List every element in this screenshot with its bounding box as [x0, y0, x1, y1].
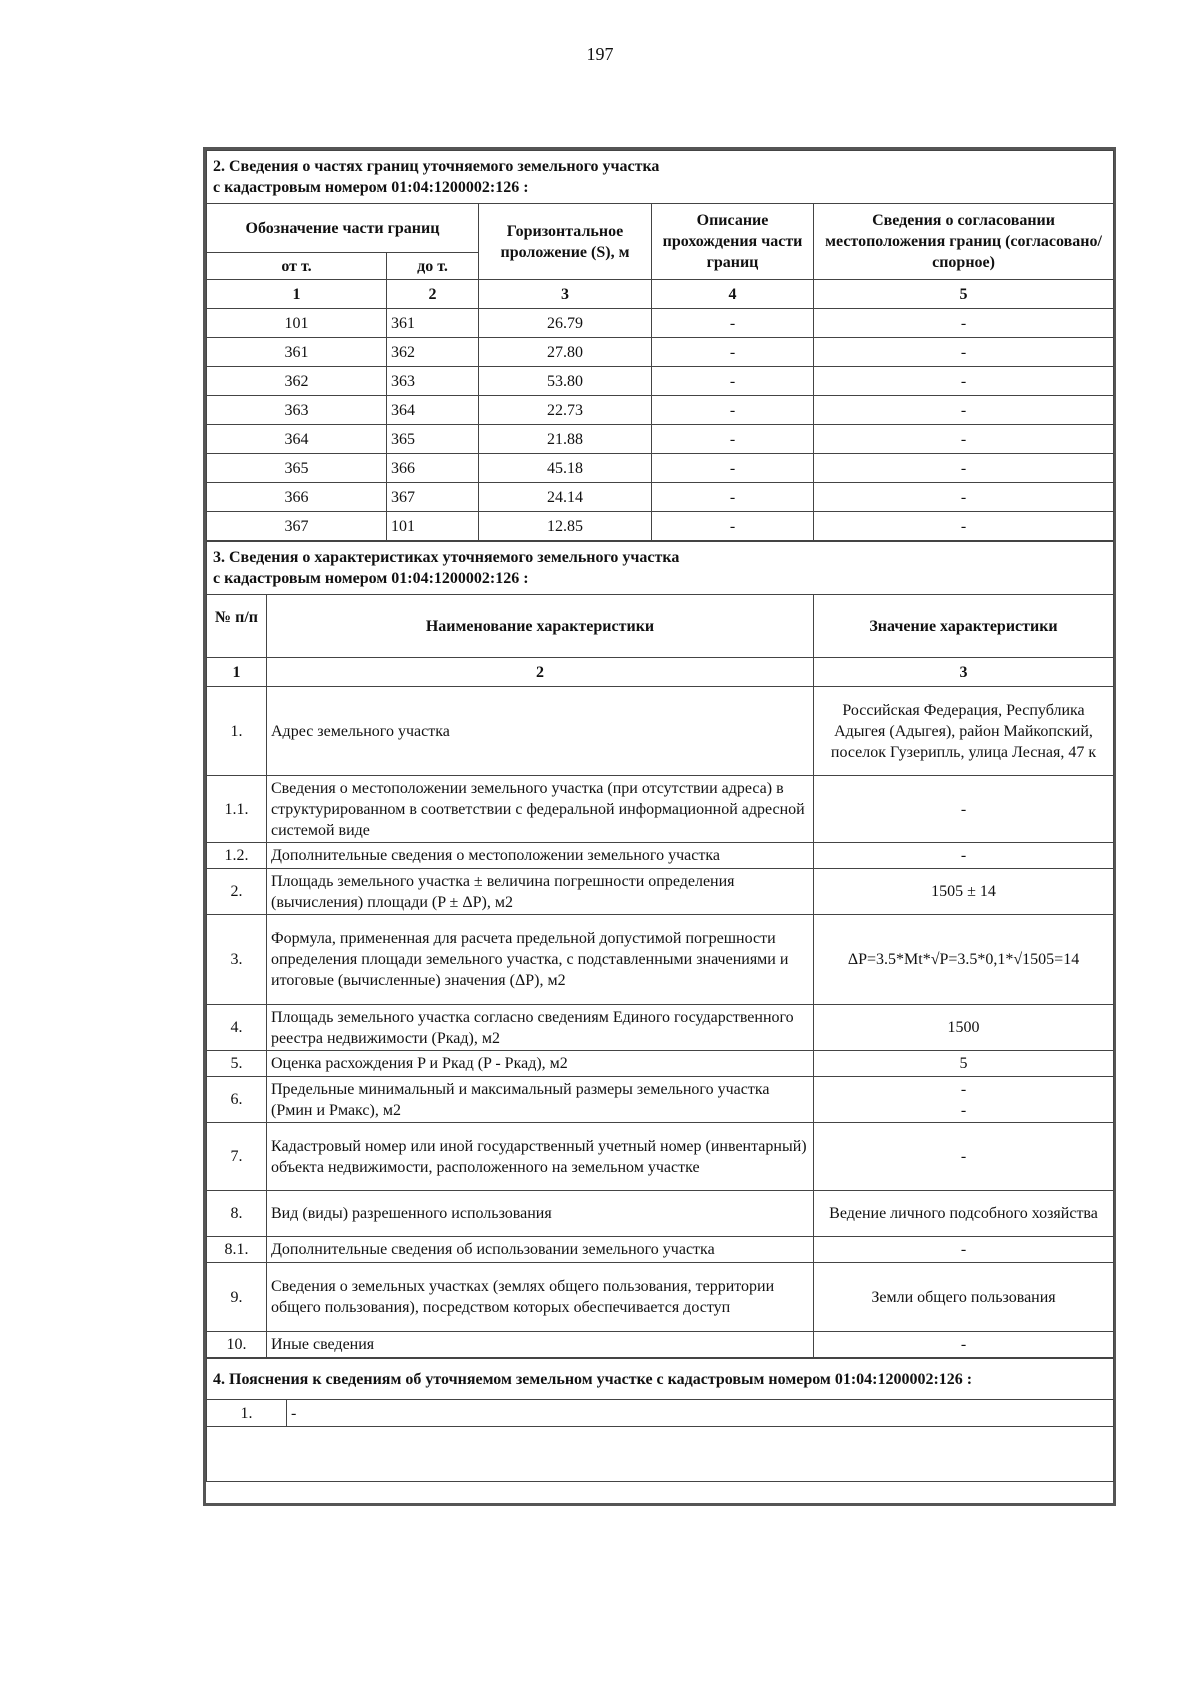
table-row — [207, 869, 1114, 915]
header-part-designation: Обозначение части границ — [207, 204, 479, 253]
agreement: - — [814, 425, 1114, 454]
from-point: 361 — [207, 338, 387, 367]
characteristic-name: Площадь земельного участка согласно сведениям Единого государственного реестра недвижимости (Ркад), м2 — [267, 1005, 814, 1051]
section2-title — [207, 151, 1114, 204]
row-number: 2. — [207, 869, 267, 915]
description: - — [652, 367, 814, 396]
boundary-parts-table — [206, 150, 1114, 541]
horizontal-distance: 22.73 — [479, 396, 652, 425]
table-row — [207, 1123, 1114, 1191]
table-row — [207, 338, 1114, 367]
agreement: - — [814, 512, 1114, 541]
table-row — [207, 687, 1114, 776]
characteristic-name: Площадь земельного участка ± величина погрешности определения (вычисления) площади (P ± ΔP), м2 — [267, 869, 814, 915]
characteristic-value: 5 — [814, 1051, 1114, 1077]
table-row — [207, 1332, 1114, 1358]
agreement: - — [814, 338, 1114, 367]
row-number: 8.1. — [207, 1237, 267, 1263]
description: - — [652, 425, 814, 454]
to-point: 367 — [387, 483, 479, 512]
column-number: 3 — [479, 280, 652, 309]
table-row — [207, 1191, 1114, 1237]
header-agreement: Сведения о согласовании местоположения границ (согласовано/спорное) — [814, 204, 1114, 280]
from-point: 367 — [207, 512, 387, 541]
to-point: 361 — [387, 309, 479, 338]
to-point: 366 — [387, 454, 479, 483]
header-from: от т. — [207, 253, 387, 280]
row-number: 7. — [207, 1123, 267, 1191]
header-value: Значение характеристики — [814, 595, 1114, 658]
characteristic-value: - — [814, 776, 1114, 843]
table-row — [207, 843, 1114, 869]
header-horizontal: Горизонтальное проложение (S), м — [479, 204, 652, 280]
table-row — [207, 1077, 1114, 1123]
row-number: 1.2. — [207, 843, 267, 869]
table-row — [207, 776, 1114, 843]
horizontal-distance: 27.80 — [479, 338, 652, 367]
characteristic-value — [814, 1077, 1114, 1123]
table-row — [207, 483, 1114, 512]
cadastral-form — [203, 147, 1116, 1506]
row-number: 1. — [207, 687, 267, 776]
header-name: Наименование характеристики — [267, 595, 814, 658]
min-size-value: - — [960, 1080, 967, 1098]
to-point: 101 — [387, 512, 479, 541]
section3-title-line1: 3. Сведения о характеристиках уточняемого земельного участка — [213, 549, 680, 566]
table-row — [207, 1005, 1114, 1051]
characteristic-name: Сведения о местоположении земельного участка (при отсутствии адреса) в структурированном в соответствии с федеральной информационной адресной системой виде — [267, 776, 814, 843]
from-point: 362 — [207, 367, 387, 396]
column-number: 4 — [652, 280, 814, 309]
agreement: - — [814, 454, 1114, 483]
description: - — [652, 309, 814, 338]
header-description: Описание прохождения части границ — [652, 204, 814, 280]
to-point: 362 — [387, 338, 479, 367]
from-point: 366 — [207, 483, 387, 512]
table-row — [207, 454, 1114, 483]
header-to: до т. — [387, 253, 479, 280]
section4-title: 4. Пояснения к сведениям об уточняемом земельном участке с кадастровым номером 01:04:1200002:126 : — [207, 1359, 1114, 1400]
table-row — [207, 425, 1114, 454]
horizontal-distance: 12.85 — [479, 512, 652, 541]
horizontal-distance: 24.14 — [479, 483, 652, 512]
row-number: 4. — [207, 1005, 267, 1051]
page-number: 197 — [586, 44, 614, 64]
characteristic-value: - — [814, 843, 1114, 869]
table-row — [207, 367, 1114, 396]
row-number: 9. — [207, 1263, 267, 1332]
row-number: 3. — [207, 915, 267, 1005]
agreement: - — [814, 309, 1114, 338]
column-number-row — [207, 280, 1114, 309]
table-row — [207, 512, 1114, 541]
characteristic-name: Вид (виды) разрешенного использования — [267, 1191, 814, 1237]
characteristic-value: 1505 ± 14 — [814, 869, 1114, 915]
characteristic-name: Адрес земельного участка — [267, 687, 814, 776]
table-row — [207, 1051, 1114, 1077]
table-row — [207, 1237, 1114, 1263]
table-row — [207, 309, 1114, 338]
row-number: 8. — [207, 1191, 267, 1237]
agreement: - — [814, 367, 1114, 396]
description: - — [652, 512, 814, 541]
characteristic-name: Сведения о земельных участках (землях общего пользования, территории общего пользования), посредством которых обеспечивается доступ — [267, 1263, 814, 1332]
characteristic-value: - — [814, 1123, 1114, 1191]
horizontal-distance: 26.79 — [479, 309, 652, 338]
characteristic-value: ΔP=3.5*Mt*√P=3.5*0,1*√1505=14 — [814, 915, 1114, 1005]
description: - — [652, 396, 814, 425]
section3-title-line2: с кадастровым номером 01:04:1200002:126 : — [213, 570, 529, 587]
column-number: 5 — [814, 280, 1114, 309]
characteristic-name: Иные сведения — [267, 1332, 814, 1358]
column-number: 1 — [207, 658, 267, 687]
max-size-value: - — [960, 1101, 967, 1119]
characteristic-value: Ведение личного подсобного хозяйства — [814, 1191, 1114, 1237]
from-point: 363 — [207, 396, 387, 425]
horizontal-distance: 21.88 — [479, 425, 652, 454]
characteristics-table — [206, 541, 1114, 1358]
horizontal-distance: 53.80 — [479, 367, 652, 396]
table-row — [207, 915, 1114, 1005]
characteristic-name: Формула, примененная для расчета предельной допустимой погрешности определения площади земельного участка, с подставленными значениями и итоговые (вычисленные) значения (ΔP), м2 — [267, 915, 814, 1005]
description: - — [652, 454, 814, 483]
characteristic-name: Оценка расхождения P и Ркад (P - Ркад), м2 — [267, 1051, 814, 1077]
characteristic-value: Земли общего пользования — [814, 1263, 1114, 1332]
to-point: 365 — [387, 425, 479, 454]
column-number: 1 — [207, 280, 387, 309]
section2-title-line2: с кадастровым номером 01:04:1200002:126 : — [213, 179, 529, 196]
table-row — [207, 1263, 1114, 1332]
table-row — [207, 1400, 1114, 1427]
table-row — [207, 396, 1114, 425]
row-number: 1. — [207, 1400, 287, 1427]
from-point: 364 — [207, 425, 387, 454]
description: - — [652, 338, 814, 367]
horizontal-distance: 45.18 — [479, 454, 652, 483]
agreement: - — [814, 483, 1114, 512]
from-point: 101 — [207, 309, 387, 338]
explanation-text: - — [287, 1400, 1114, 1427]
table-row — [207, 1427, 1114, 1482]
characteristic-name: Дополнительные сведения о местоположении земельного участка — [267, 843, 814, 869]
characteristic-name: Дополнительные сведения об использовании земельного участка — [267, 1237, 814, 1263]
explanations-table — [206, 1358, 1114, 1482]
characteristic-name: Кадастровый номер или иной государственный учетный номер (инвентарный) объекта недвижимости, расположенного на земельном участке — [267, 1123, 814, 1191]
section2-title-line1: 2. Сведения о частях границ уточняемого земельного участка — [213, 158, 660, 175]
column-number-row — [207, 658, 1114, 687]
column-number: 3 — [814, 658, 1114, 687]
row-number: 5. — [207, 1051, 267, 1077]
to-point: 364 — [387, 396, 479, 425]
to-point: 363 — [387, 367, 479, 396]
characteristic-value: - — [814, 1237, 1114, 1263]
column-number: 2 — [267, 658, 814, 687]
empty-row — [207, 1427, 1114, 1482]
characteristic-value: Российская Федерация, Республика Адыгея (Адыгея), район Майкопский, поселок Гузерипль, улица Лесная, 47 к — [814, 687, 1114, 776]
row-number: 10. — [207, 1332, 267, 1358]
column-number: 2 — [387, 280, 479, 309]
characteristic-value: 1500 — [814, 1005, 1114, 1051]
description: - — [652, 483, 814, 512]
agreement: - — [814, 396, 1114, 425]
characteristic-value: - — [814, 1332, 1114, 1358]
characteristic-name: Предельные минимальный и максимальный размеры земельного участка (Рмин и Рмакс), м2 — [267, 1077, 814, 1123]
row-number: 6. — [207, 1077, 267, 1123]
header-num: № п/п — [207, 595, 267, 658]
section3-title — [207, 542, 1114, 595]
row-number: 1.1. — [207, 776, 267, 843]
from-point: 365 — [207, 454, 387, 483]
